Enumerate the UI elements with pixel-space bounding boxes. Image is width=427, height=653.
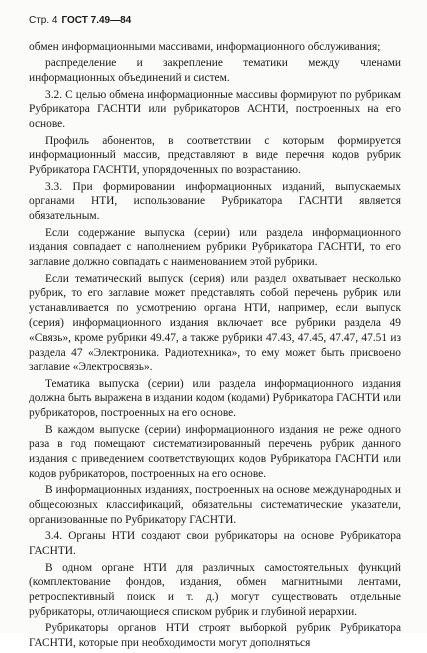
standard-designation: ГОСТ 7.49—84 <box>61 15 132 26</box>
paragraph: 3.2. С целью обмена информационные массивы формируют по рубрикам Рубрикатора ГАСНТИ или рубрикаторов АСНТИ, построенных на его основе. <box>29 88 401 131</box>
paragraph: распределение и закрепление тематики между членами информационных объединений и систем. <box>29 57 401 85</box>
document-body <box>29 40 401 653</box>
paragraph: В каждом выпуске (серии) информационного издания не реже одного раза в год помещают систематизированный перечень рубрик данного издания с приведением соответствующих кодов Рубрикатора ГАСНТИ или кодов рубрикаторов, построенных на его основе. <box>29 423 401 481</box>
paragraph: В одном органе НТИ для различных самостоятельных функций (комплектование фондов, издания, обмен магнитными лентами, ретроспективный поиск и т. д.) могут существовать отдельные рубрикаторы, отличающиеся списком рубрик и глубиной иерархии. <box>29 561 401 619</box>
paragraph: 3.4. Органы НТИ создают свои рубрикаторы на основе Рубрикатора ГАСНТИ. <box>29 530 401 558</box>
page-header <box>29 15 131 27</box>
paragraph: Если содержание выпуска (серии) или раздела информационного издания совпадает с наполнением рубрики Рубрикатора ГАСНТИ, то его заглавие должно совпадать с наименованием этой рубрики. <box>29 226 401 269</box>
paragraph: В информационных изданиях, построенных на основе международных и общесоюзных классификаций, обязательны систематические указатели, организованные по Рубрикатору ГАСНТИ. <box>29 484 401 527</box>
page-number: Стр. 4 <box>29 15 58 26</box>
paragraph: Тематика выпуска (серии) или раздела информационного издания должна быть выражена в издании кодом (кодами) Рубрикатора ГАСНТИ или рубрикаторов, построенных на его основе. <box>29 377 401 420</box>
paragraph: Рубрикаторы органов НТИ строят выборкой рубрик Рубрикатора ГАСНТИ, которые при необходимости могут дополняться <box>29 622 401 650</box>
paragraph: Если тематический выпуск (серия) или раздел охватывает несколько рубрик, то его заглавие может представлять собой перечень рубрик или устанавливается по усмотрению органа НТИ, например, если выпуск (серия) информационного издания включает все рубрики раздела 49 «Связь», кроме рубрики 49.47, а также рубрики 47.43, 47.45, 47.47, 47.51 из раздела 47 «Электроника. Радиотехника», то ему может быть присвоено заглавие «Электросвязь». <box>29 272 401 374</box>
paragraph: 3.3. При формировании информационных изданий, выпускаемых органами НТИ, использование Рубрикатора ГАСНТИ является обязательным. <box>29 180 401 223</box>
paragraph: обмен информационными массивами, информационного обслуживания; <box>29 41 381 53</box>
paragraph: Профиль абонентов, в соответствии с которым формируется информационный массив, представляют в виде перечня кодов рубрик Рубрикатора ГАСНТИ, упорядоченных по возрастанию. <box>29 134 401 177</box>
